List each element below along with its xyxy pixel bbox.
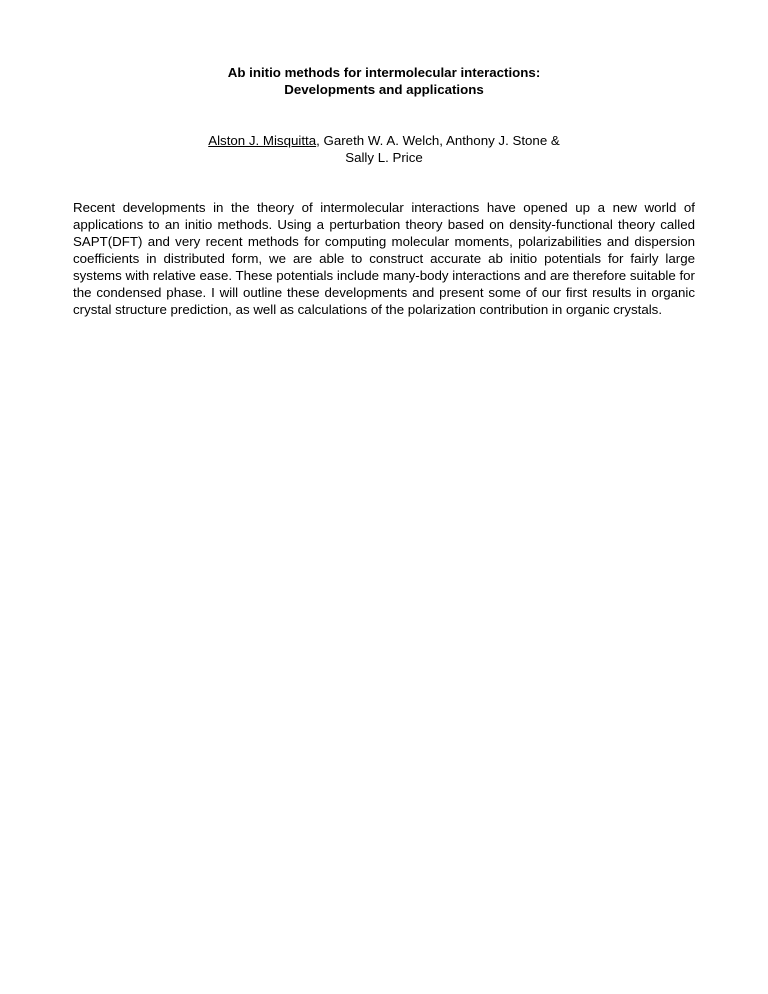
presenting-author: Alston J. Misquitta (208, 133, 317, 148)
title-line-1: Ab initio methods for intermolecular interactions: (227, 65, 541, 80)
abstract-text: Recent developments in the theory of intermolecular interactions have opened up a new world of applications to an initio methods. Using a perturbation theory based on density-functional theory called SAPT(DFT) and very recent methods for computing molecular moments, polarizabilities and dispersion coefficients in distributed form, we are able to construct accurate ab initio potentials for fairly large systems with relative ease. These potentials include many-body interactions and are therefore suitable for the condensed phase. I will outline these developments and present some of our first results in organic crystal structure prediction, as well as calculations of the polarization contribution in organic crystals. (73, 200, 695, 317)
coauthors-line-1: , Gareth W. A. Welch, Anthony J. Stone & (316, 133, 560, 148)
author-line-1 (0, 132, 768, 149)
title-line-2: Developments and applications (284, 82, 484, 97)
document-title (0, 64, 768, 98)
coauthors-line-2: Sally L. Price (345, 150, 423, 165)
author-list (0, 132, 768, 166)
